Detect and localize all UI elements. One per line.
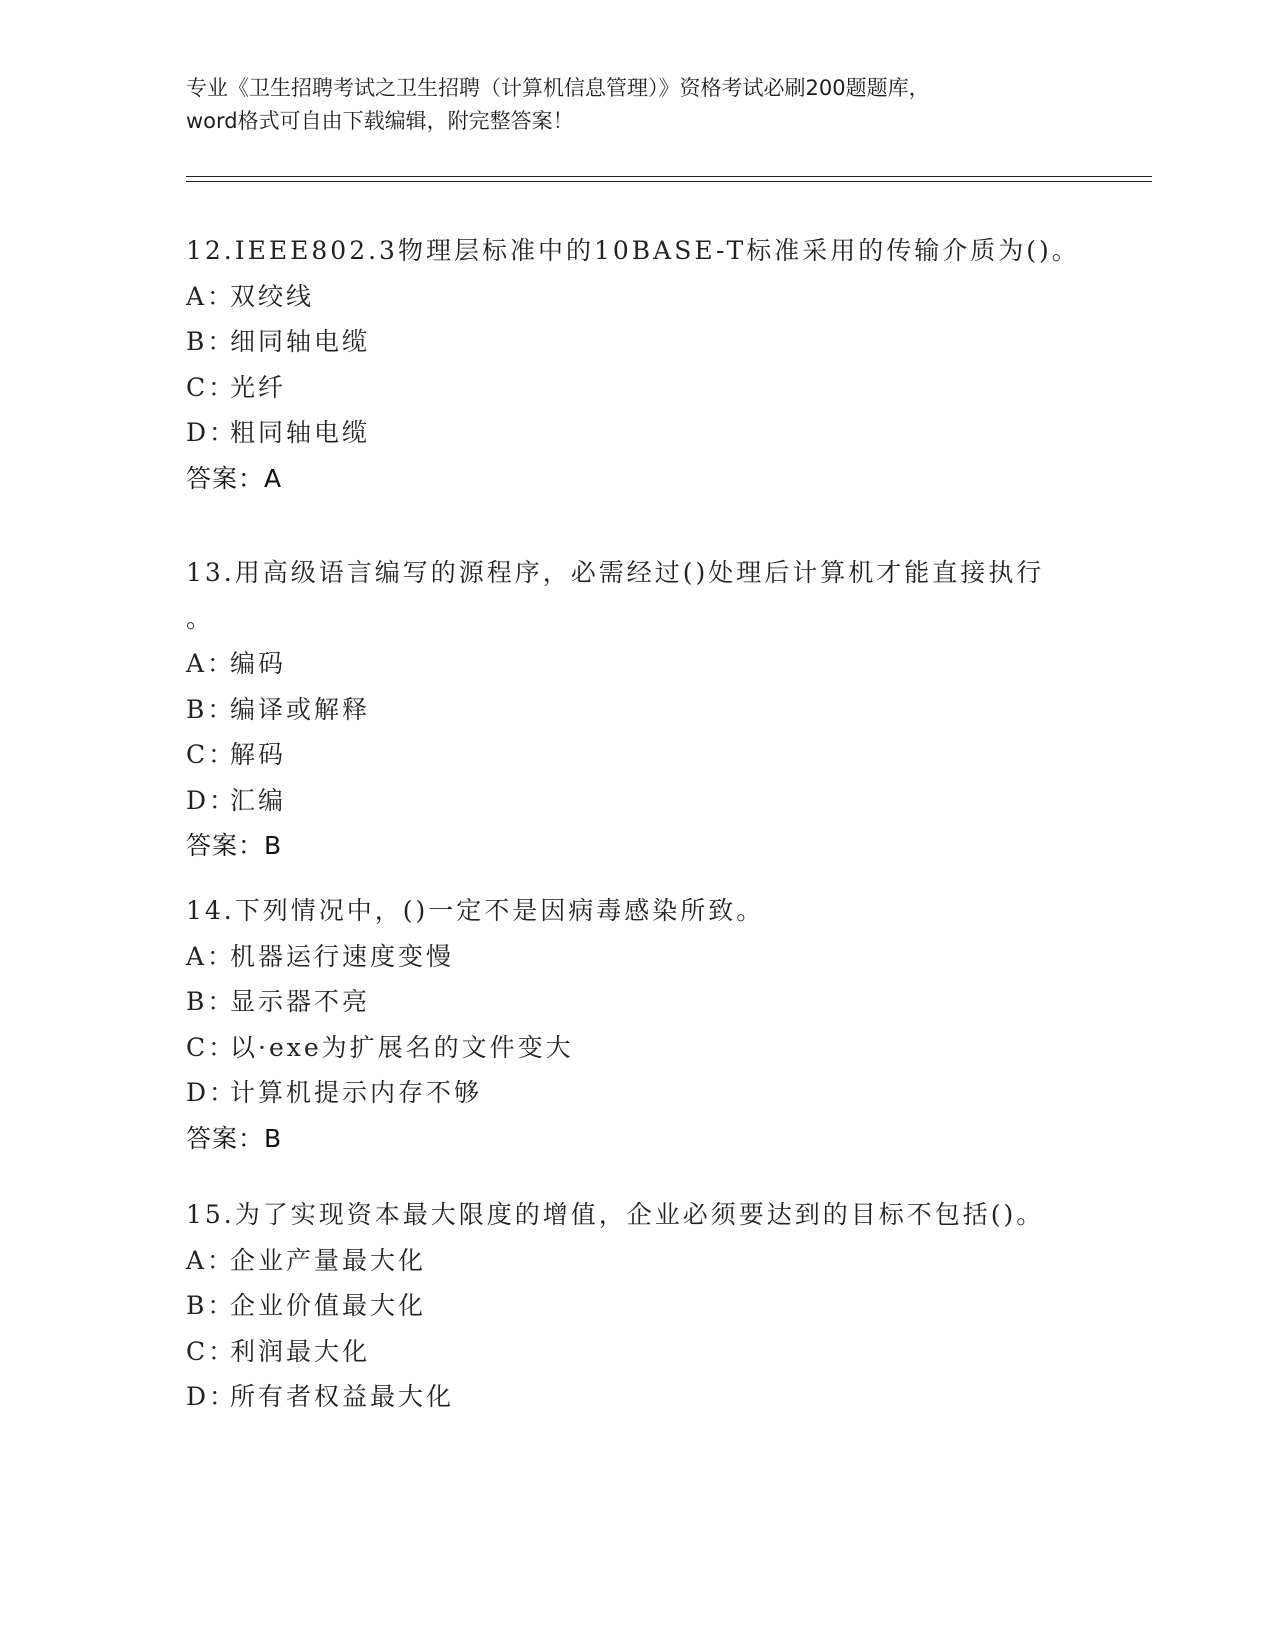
option-label: A： bbox=[186, 1245, 236, 1275]
option-label: A： bbox=[186, 281, 236, 311]
option-text: 细同轴电缆 bbox=[230, 327, 371, 356]
option-text: 企业产量最大化 bbox=[230, 1245, 427, 1275]
option-a bbox=[186, 274, 1086, 320]
document-header bbox=[186, 72, 1086, 138]
question-15 bbox=[186, 1192, 1086, 1420]
option-label: D： bbox=[186, 785, 238, 815]
header-line-2: word格式可自由下载编辑，附完整答案！ bbox=[186, 109, 574, 133]
option-text: 所有者权益最大化 bbox=[230, 1382, 455, 1411]
header-line-1: 专业《卫生招聘考试之卫生招聘（计算机信息管理）》资格考试必刷200题题库， bbox=[186, 76, 930, 100]
option-label: C： bbox=[186, 740, 237, 769]
option-text: 编译或解释 bbox=[230, 694, 371, 724]
option-text: 以·exe为扩展名的文件变大 bbox=[230, 1032, 574, 1062]
option-a bbox=[186, 934, 1086, 980]
header-divider-bottom bbox=[186, 181, 1152, 182]
option-b bbox=[186, 319, 1086, 365]
option-label: B： bbox=[186, 694, 236, 724]
option-b bbox=[186, 687, 1086, 733]
option-text: 汇编 bbox=[230, 785, 287, 815]
option-text: 粗同轴电缆 bbox=[230, 418, 371, 447]
option-c bbox=[186, 365, 1086, 411]
answer-text: 答案：A bbox=[186, 463, 283, 493]
option-text: 利润最大化 bbox=[230, 1336, 371, 1366]
option-b bbox=[186, 1283, 1086, 1329]
option-label: B： bbox=[186, 1291, 236, 1320]
option-label: A： bbox=[186, 941, 236, 971]
question-stem: 14.下列情况中，()一定不是因病毒感染所致。 bbox=[186, 896, 765, 925]
answer-text: 答案：B bbox=[186, 831, 283, 860]
option-text: 光纤 bbox=[230, 372, 287, 402]
option-label: C： bbox=[186, 372, 237, 402]
option-c bbox=[186, 732, 1086, 778]
question-stem-tail: 。 bbox=[186, 603, 215, 633]
option-label: B： bbox=[186, 987, 236, 1016]
question-12 bbox=[186, 228, 1086, 501]
option-d bbox=[186, 1374, 1086, 1420]
question-stem: 15.为了实现资本最大限度的增值，企业必须要达到的目标不包括()。 bbox=[186, 1200, 1045, 1229]
option-d bbox=[186, 778, 1086, 824]
option-d bbox=[186, 1070, 1086, 1116]
option-text: 机器运行速度变慢 bbox=[230, 941, 455, 971]
option-text: 编码 bbox=[230, 649, 287, 678]
option-text: 解码 bbox=[230, 740, 287, 769]
header-divider-top bbox=[186, 176, 1152, 177]
option-label: B： bbox=[186, 327, 236, 356]
option-text: 计算机提示内存不够 bbox=[230, 1078, 483, 1107]
question-14 bbox=[186, 888, 1086, 1161]
option-text: 双绞线 bbox=[230, 281, 315, 311]
question-13 bbox=[186, 550, 1086, 869]
option-d bbox=[186, 410, 1086, 456]
option-label: D： bbox=[186, 418, 238, 447]
option-label: D： bbox=[186, 1382, 238, 1411]
question-stem: 12.IEEE802.3物理层标准中的10BASE-T标准采用的传输介质为()。 bbox=[186, 236, 1080, 265]
option-c bbox=[186, 1329, 1086, 1375]
option-label: C： bbox=[186, 1336, 237, 1366]
option-b bbox=[186, 979, 1086, 1025]
option-label: D： bbox=[186, 1078, 238, 1107]
option-label: A： bbox=[186, 649, 236, 678]
option-text: 企业价值最大化 bbox=[230, 1291, 427, 1320]
question-stem: 13.用高级语言编写的源程序，必需经过()处理后计算机才能直接执行 bbox=[186, 558, 1045, 587]
option-a bbox=[186, 641, 1086, 687]
answer-text: 答案：B bbox=[186, 1123, 283, 1153]
option-text: 显示器不亮 bbox=[230, 987, 371, 1016]
option-label: C： bbox=[186, 1032, 237, 1062]
option-c bbox=[186, 1025, 1086, 1071]
option-a bbox=[186, 1238, 1086, 1284]
